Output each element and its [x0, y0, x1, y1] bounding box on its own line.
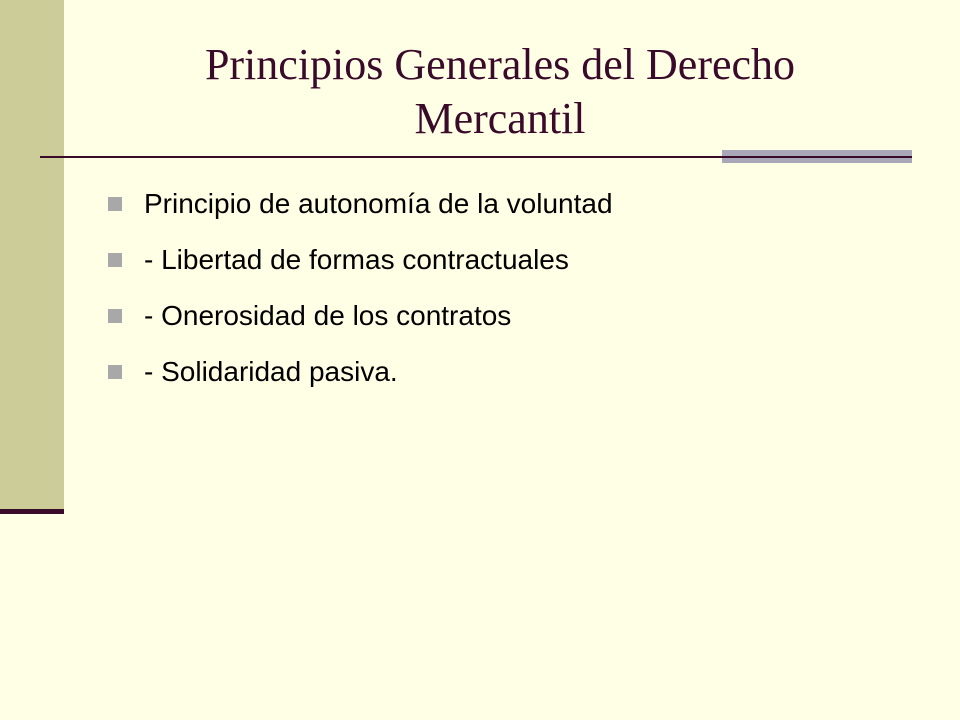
bullet-item	[108, 288, 613, 344]
slide-title: Principios Generales del Derecho Mercantil	[204, 40, 796, 143]
square-bullet-icon	[108, 253, 122, 267]
bullet-text: - Solidaridad pasiva.	[144, 356, 398, 387]
bullet-item	[108, 176, 613, 232]
bullet-item	[108, 344, 613, 400]
bullet-list	[108, 176, 613, 400]
title-accent-bar-bottom	[722, 158, 912, 163]
square-bullet-icon	[108, 365, 122, 379]
bullet-text: Principio de autonomía de la voluntad	[144, 188, 613, 219]
left-decorative-band	[0, 0, 64, 509]
bullet-text: - Onerosidad de los contratos	[144, 300, 512, 331]
bullet-item	[108, 232, 613, 288]
bullet-text: - Libertad de formas contractuales	[144, 244, 569, 275]
left-band-underline	[0, 509, 64, 514]
square-bullet-icon	[108, 309, 122, 323]
square-bullet-icon	[108, 197, 122, 211]
